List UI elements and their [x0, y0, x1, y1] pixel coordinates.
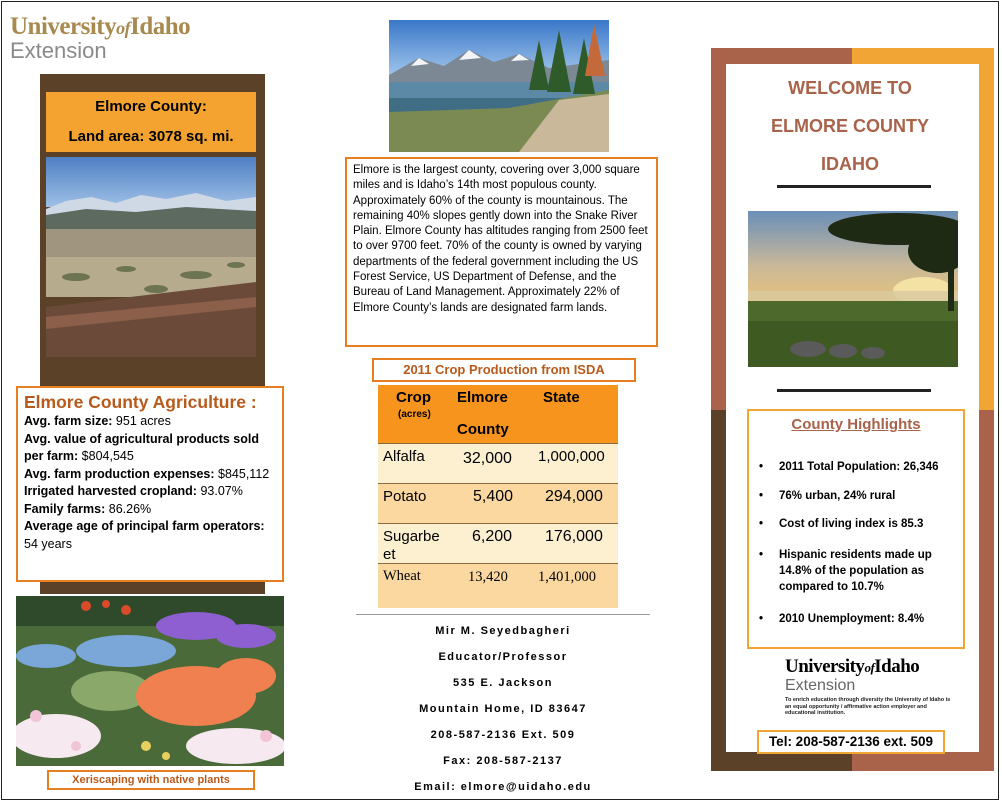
crop-elmore: 6,200: [472, 528, 513, 545]
mountain-lake-photo: [389, 20, 609, 152]
agri-stat: Avg. farm size: 951 acres: [24, 414, 171, 428]
contact-street: 535 E. Jackson: [453, 677, 553, 689]
crop-elmore: 32,000: [463, 450, 512, 467]
agri-stat: Average age of principal farm operators: 54 years: [24, 519, 265, 551]
land-area: Land area: 3078 sq. mi.: [68, 128, 234, 145]
mountain-landscape-photo: [46, 157, 256, 357]
equal-opportunity-tagline: To enrich education through diversity the University of Idaho is an equal opportunity / affirmative action employer and educational institution.: [785, 697, 951, 716]
table-row: [378, 523, 618, 564]
agri-stat: Family farms: 86.26%: [24, 501, 152, 516]
university-logo-small: UniversityofIdaho Extension To enrich education through diversity the University of Idaho is an equal opportunity / affirmative action employer and educational institution.: [785, 657, 955, 717]
crop-state: 294,000: [545, 488, 603, 505]
agri-stat: Irrigated harvested cropland: 93.07%: [24, 484, 243, 498]
flower-garden-photo: [16, 596, 284, 766]
header-acres: (acres): [398, 409, 431, 420]
crop-name: Potato: [383, 488, 427, 505]
crop-elmore: 13,420: [468, 569, 508, 585]
county-land-area-box: [46, 92, 256, 152]
foggy-field-photo: [748, 211, 958, 367]
contact-city: Mountain Home, ID 83647: [419, 703, 587, 715]
contact-phone: 208-587-2136 Ext. 509: [430, 729, 576, 741]
telephone-box: Tel: 208-587-2136 ext. 509: [757, 730, 945, 754]
welcome-line1: WELCOME TO: [788, 78, 912, 98]
divider: [356, 614, 650, 615]
university-logo: UniversityofIdaho Extension: [10, 13, 191, 63]
table-header: [378, 385, 618, 443]
contact-name: Mir M. Seyedbagheri: [435, 625, 571, 637]
crop-state: 1,401,000: [538, 569, 596, 585]
header-elmore: Elmore: [457, 389, 508, 406]
contact-email-link[interactable]: Email: elmore@uidaho.edu: [414, 781, 592, 793]
divider: [777, 185, 931, 188]
agri-stat: Avg. farm production expenses: $845,112: [24, 466, 270, 481]
county-name: Elmore County:: [95, 98, 207, 115]
contact-fax: Fax: 208-587-2137: [443, 755, 563, 767]
crop-name: Wheat: [383, 568, 421, 584]
agri-stat: Avg. value of agricultural products sold per farm: $804,545: [24, 431, 259, 463]
contact-title: Educator/Professor: [438, 651, 568, 663]
xeriscaping-caption: Xeriscaping with native plants: [47, 770, 255, 790]
crop-production-table: [378, 385, 618, 607]
crop-elmore: 5,400: [473, 488, 514, 505]
welcome-line2: ELMORE COUNTY: [770, 116, 929, 136]
header-state: State: [543, 389, 580, 406]
divider: [777, 389, 931, 392]
table-row: [378, 443, 618, 484]
crop-production-title: 2011 Crop Production from ISDA: [372, 358, 636, 382]
welcome-line3: IDAHO: [821, 154, 879, 174]
header-county: County: [457, 421, 509, 438]
highlights-title: County Highlights: [791, 416, 921, 433]
crop-state: 1,000,000: [538, 448, 605, 465]
table-row: [378, 483, 618, 524]
county-description: Elmore is the largest county, covering over 3,000 square miles and is Idaho’s 14th most populous county. Approximately 60% of the county is mountainous. The remaining 40% slopes gently down into the Snake River Plain. Elmore County has altitudes ranging from 2500 feet to over 9700 feet. 70% of the county is owned by varying departments of the federal government including the US Forest Service, US Department of Defense, and the Bureau of Land Management. Approximately 22% of Elmore County’s lands are designated farm lands.: [345, 157, 658, 347]
crop-state: 176,000: [545, 528, 603, 545]
crop-name: Sugarbe et: [383, 528, 440, 563]
agriculture-stats-box: [16, 386, 284, 582]
table-row: [378, 563, 618, 608]
agriculture-title: Elmore County Agriculture :: [24, 392, 257, 412]
county-highlights-box: County Highlights • 2011 Total Population: 26,346 • 76% urban, 24% rural • Cost of living index is 85.3 • Hispanic residents made up 14.8% of the population as compared to 10.7% • 2010 Unemployment: 8.4%: [747, 409, 965, 649]
header-crop: Crop: [396, 389, 431, 406]
crop-name: Alfalfa: [383, 448, 425, 465]
